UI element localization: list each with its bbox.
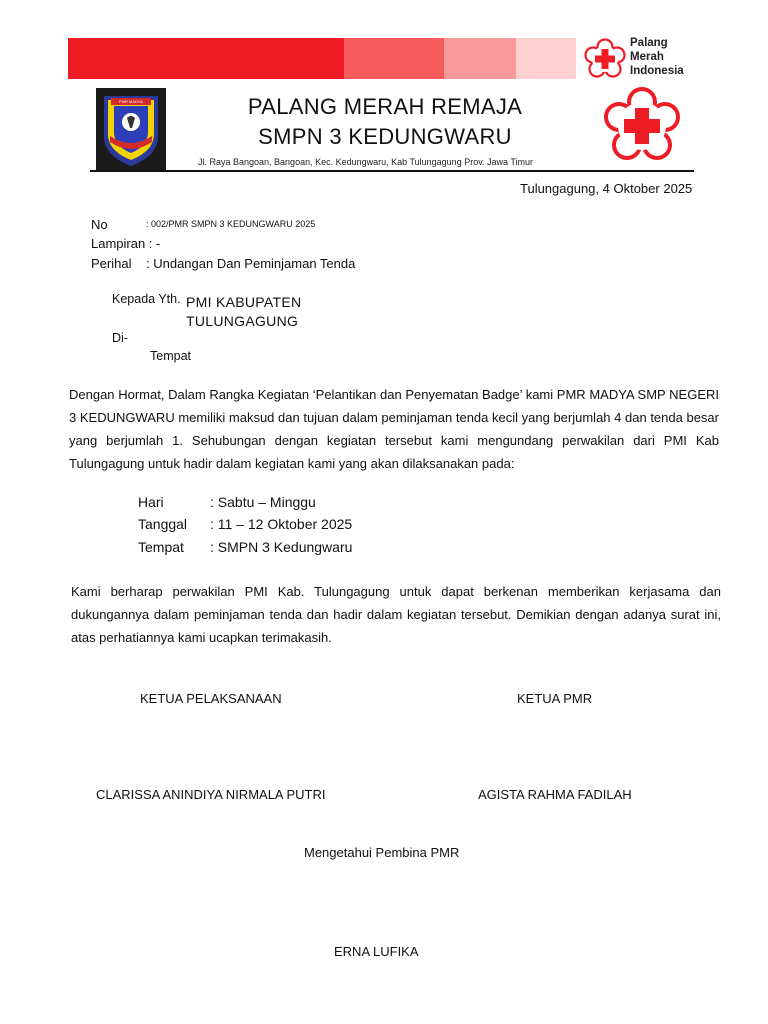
detail-tempat-label: Tempat (138, 539, 184, 555)
recipient-line1: PMI KABUPATEN (186, 294, 302, 310)
detail-hari-label: Hari (138, 494, 164, 510)
tempat-label: Tempat (150, 349, 191, 363)
sign-left-name: CLARISSA ANINDIYA NIRMALA PUTRI (96, 787, 326, 802)
paragraph-closing: Kami berharap perwakilan PMI Kab. Tulungagung untuk dapat berkenan memberikan kerjasama dan dukungannya dalam peminjaman tenda dan hadir dalam kegiatan tersebut. Demikian dengan adanya surat ini, atas perhatiannya kami ucapkan terimakasih. (71, 584, 721, 645)
sign-right-name: AGISTA RAHMA FADILAH (478, 787, 632, 802)
header-bar-light-pink (516, 38, 576, 79)
kepada-label: Kepada Yth. (112, 292, 181, 306)
header-bar-pink (444, 38, 516, 79)
detail-tanggal-label: Tanggal (138, 516, 188, 532)
pmi-logo (584, 36, 694, 82)
sign-left-title: KETUA PELAKSANAAN (140, 691, 282, 706)
detail-tempat-value: : SMPN 3 Kedungwaru (210, 539, 353, 555)
header-bar-coral (344, 38, 444, 79)
detail-hari-value: : Sabtu – Minggu (210, 494, 316, 510)
pmi-logo-line1: Palang (630, 37, 668, 49)
pmi-logo-line3: Indonesia (630, 65, 684, 77)
org-address: Jl. Raya Bangoan, Bangoan, Kec. Kedungwaru, Kab Tulungagung Prov. Jawa Timur (198, 157, 534, 167)
header-divider (90, 170, 694, 172)
header-bar-red (68, 38, 344, 79)
org-title-line1: PALANG MERAH REMAJA (247, 94, 523, 119)
red-cross-large-icon (602, 86, 682, 166)
lampiran: Lampiran : - (91, 236, 161, 251)
no-label: No (91, 217, 108, 232)
pembina-name: ERNA LUFIKA (334, 944, 419, 959)
recipient-line2: TULUNGAGUNG (186, 313, 299, 329)
detail-tanggal-value: : 11 – 12 Oktober 2025 (210, 516, 353, 532)
red-cross-flower-icon (584, 38, 626, 80)
no-value: : 002/PMR SMPN 3 KEDUNGWARU 2025 (146, 219, 316, 229)
sign-right-title: KETUA PMR (517, 691, 593, 706)
school-logo-caption: PMR MADYA (119, 99, 143, 104)
perihal-value: : Undangan Dan Peminjaman Tenda (146, 256, 356, 271)
school-logo (96, 88, 166, 170)
letter-date: Tulungagung, 4 Oktober 2025 (520, 181, 693, 196)
pmi-logo-line2: Merah (630, 51, 664, 63)
paragraph-opening: Dengan Hormat, Dalam Rangka Kegiatan ‘Pelantikan dan Penyematan Badge’ kami PMR MADYA SMP NEGERI 3 KEDUNGWARU memiliki maksud dan tujuan dalam peminjaman tenda kecil yang berjumlah 4 dan tenda besar yang berjumlah 1. Sehubungan dengan kegiatan tersebut kami mengundang perwakilan dari PMI Kab Tulungagung untuk hadir dalam kegiatan kami yang akan dilaksanakan pada: (69, 387, 719, 471)
detail-tempat (138, 539, 352, 555)
detail-hari (138, 494, 316, 510)
di-label: Di- (112, 331, 128, 345)
mengetahui-label: Mengetahui Pembina PMR (304, 845, 460, 860)
perihal-label: Perihal (91, 256, 132, 271)
org-title-line2: SMPN 3 KEDUNGWARU (258, 124, 512, 149)
detail-tanggal (138, 516, 352, 532)
